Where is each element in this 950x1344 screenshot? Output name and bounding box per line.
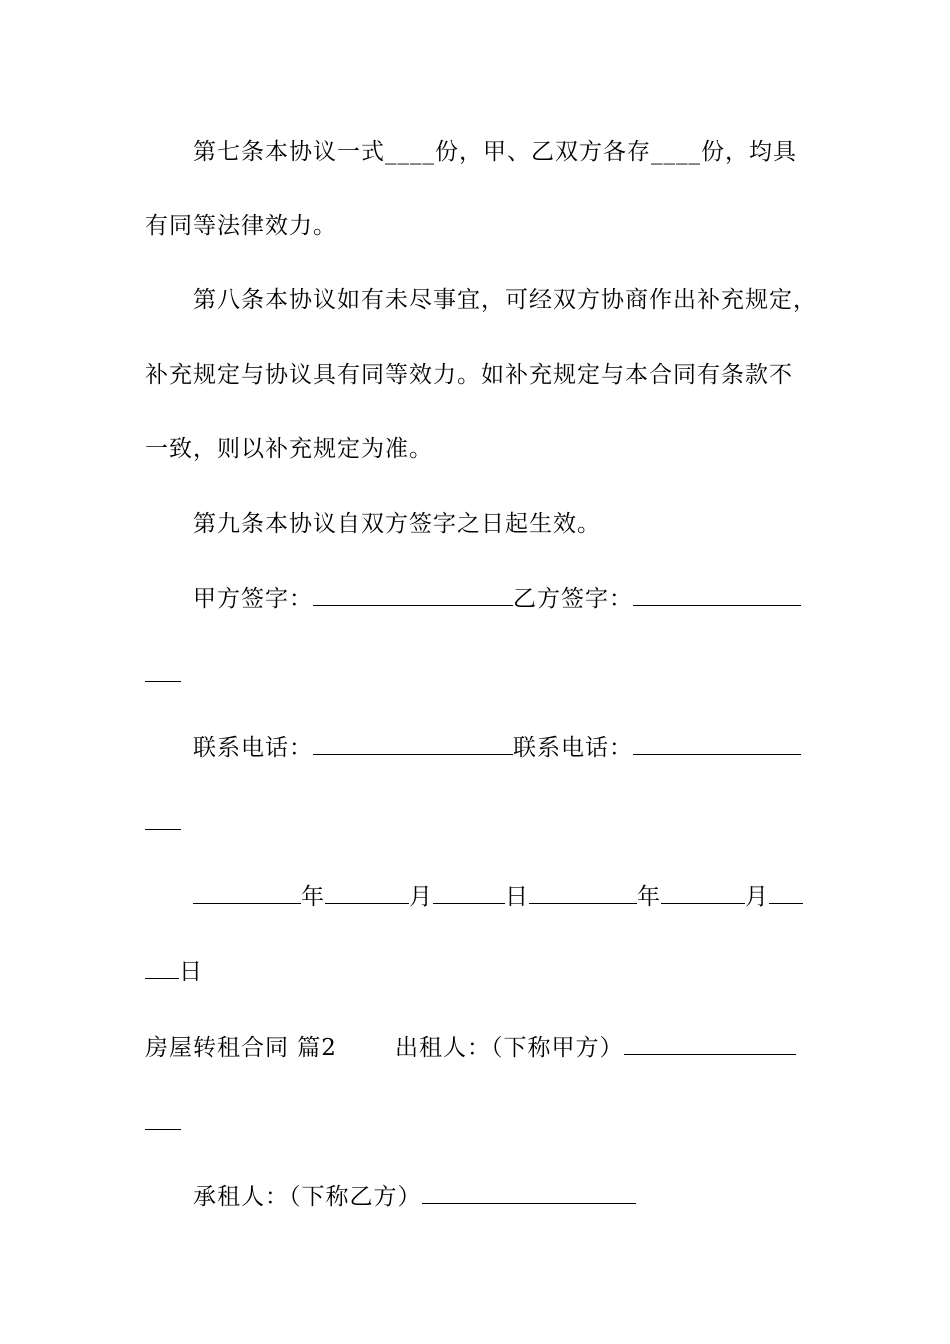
lessor-blank [624,1034,796,1055]
phone-blank-continuation [145,809,181,830]
date-a-day-blank [433,883,505,904]
party-b-signature-label: 乙方签字： [513,586,633,612]
date-b-year-label: 年 [637,884,661,910]
party-a-signature-label: 甲方签字： [193,586,313,612]
date-line [193,882,803,912]
date-b-month-label: 月 [745,884,769,910]
lessor-line-continuation [145,1108,181,1138]
lessee-label: 承租人：（下称乙方） [193,1184,422,1210]
date-a-year-label: 年 [301,884,325,910]
signature-blank-continuation [145,661,181,682]
date-b-day-label: 日 [179,959,203,985]
party-b-signature-blank [633,585,801,606]
party-b-phone-label: 联系电话： [513,735,633,761]
party-a-signature-blank [313,585,513,606]
lessor-label: 出租人：（下称甲方） [395,1035,624,1061]
date-line-continuation [145,957,203,987]
article-8-line-3: 一致，则以补充规定为准。 [145,436,433,462]
signature-line [193,584,801,614]
date-a-year-blank [193,883,301,904]
lessee-blank [422,1183,636,1204]
date-b-month-blank [661,883,745,904]
lessor-line [395,1033,796,1063]
contract-2-title: 房屋转租合同 篇2 [145,1035,337,1061]
phone-line-continuation [145,808,181,838]
party-a-phone-label: 联系电话： [193,735,313,761]
lessee-line [193,1182,636,1212]
article-8-line-1: 第八条本协议如有未尽事宜，可经双方协商作出补充规定， [193,287,817,313]
date-b-year-blank [529,883,637,904]
date-a-day-label: 日 [505,884,529,910]
article-8-line-2: 补充规定与协议具有同等效力。如补充规定与本合同有条款不 [145,362,793,388]
contract-2-header-line [145,1033,337,1063]
signature-line-continuation [145,660,181,690]
lessor-blank-continuation [145,1109,181,1130]
phone-line [193,733,801,763]
party-b-phone-blank [633,734,801,755]
date-a-month-blank [325,883,409,904]
date-a-month-label: 月 [409,884,433,910]
date-b-day-blank-continuation [145,958,179,979]
article-9: 第九条本协议自双方签字之日起生效。 [193,511,601,537]
party-a-phone-blank [313,734,513,755]
date-b-day-blank [769,883,803,904]
article-7-line-2: 有同等法律效力。 [145,213,337,239]
article-7-line-1: 第七条本协议一式____份，甲、乙双方各存____份，均具 [193,139,797,165]
